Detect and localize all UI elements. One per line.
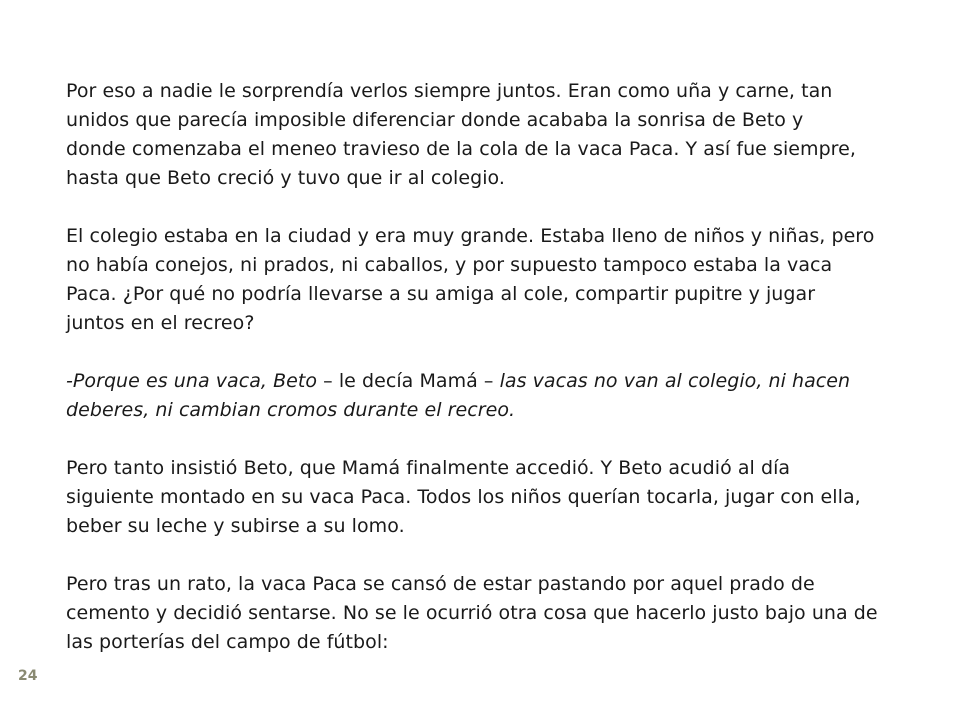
- page-number: 24: [18, 668, 38, 684]
- text-line: hasta que Beto creció y tuvo que ir al colegio.: [66, 167, 505, 189]
- text-line: beber su leche y subirse a su lomo.: [66, 515, 405, 537]
- text-line: Por eso a nadie le sorprendía verlos siempre juntos. Eran como uña y carne, tan: [66, 80, 833, 102]
- paragraph-1: [66, 77, 926, 193]
- paragraph-4: [66, 454, 926, 541]
- text-line: Paca. ¿Por qué no podría llevarse a su amiga al cole, compartir pupitre y jugar: [66, 283, 816, 305]
- text-line: siguiente montado en su vaca Paca. Todos los niños querían tocarla, jugar con ella,: [66, 486, 861, 508]
- text-line: Pero tras un rato, la vaca Paca se cansó de estar pastando por aquel prado de: [66, 573, 815, 595]
- text-line: [66, 367, 926, 396]
- text-line: unidos que parecía imposible diferenciar donde acababa la sonrisa de Beto y: [66, 109, 804, 131]
- dialogue-narration: – le decía Mamá –: [317, 370, 500, 392]
- paragraph-2: [66, 222, 926, 338]
- text-line: juntos en el recreo?: [66, 312, 255, 334]
- text-line: donde comenzaba el meneo travieso de la cola de la vaca Paca. Y así fue siempre,: [66, 138, 856, 160]
- paragraph-5: [66, 570, 926, 657]
- text-line: las porterías del campo de fútbol:: [66, 631, 389, 653]
- text-line: no había conejos, ni prados, ni caballos, y por supuesto tampoco estaba la vaca: [66, 254, 833, 276]
- story-text: [66, 77, 926, 686]
- text-line: cemento y decidió sentarse. No se le ocurrió otra cosa que hacerlo justo bajo una de: [66, 602, 878, 624]
- text-line: El colegio estaba en la ciudad y era muy grande. Estaba lleno de niños y niñas, pero: [66, 225, 875, 247]
- text-line: Pero tanto insistió Beto, que Mamá finalmente accedió. Y Beto acudió al día: [66, 457, 791, 479]
- text-line: deberes, ni cambian cromos durante el recreo.: [66, 399, 516, 421]
- paragraph-3-dialogue: [66, 367, 926, 425]
- dialogue-italic: las vacas no van al colegio, ni hacen: [499, 370, 851, 392]
- dialogue-italic: -Porque es una vaca, Beto: [66, 370, 318, 392]
